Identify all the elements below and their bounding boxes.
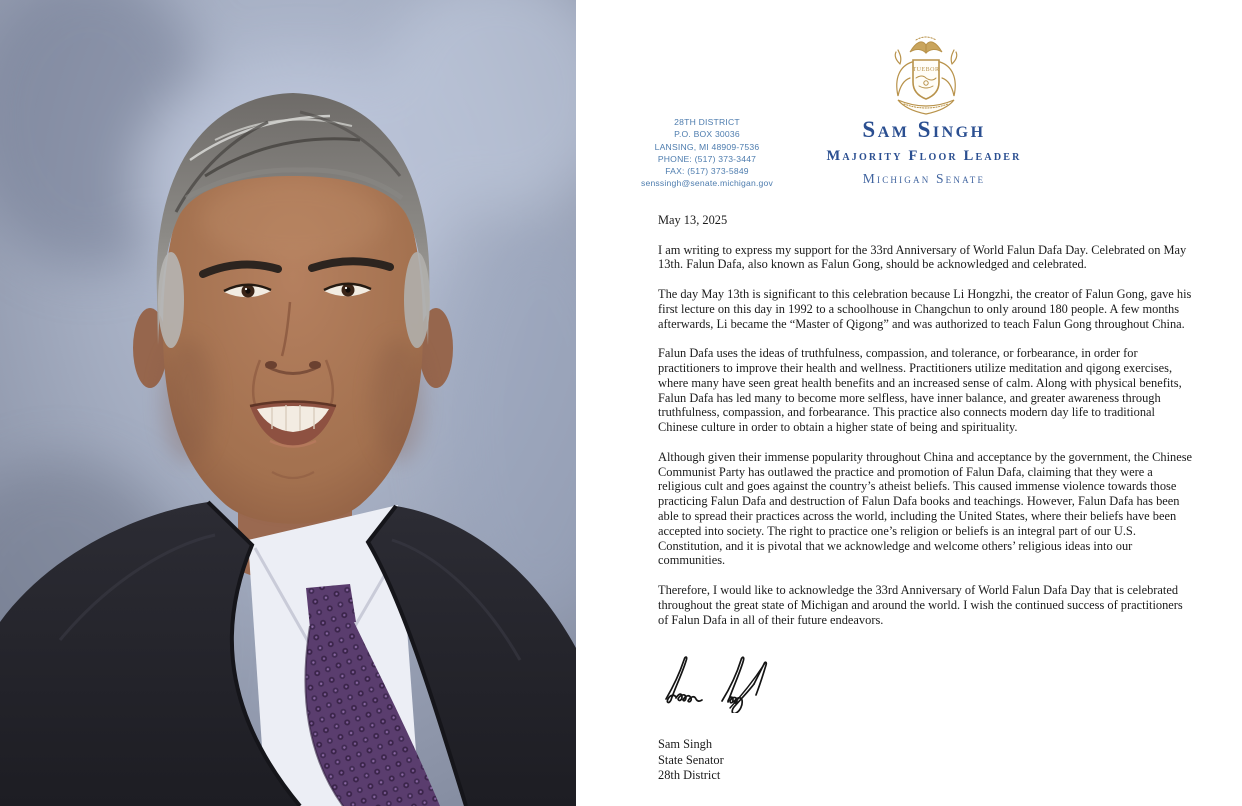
signoff-block	[658, 737, 1194, 783]
portrait-illustration	[0, 0, 576, 806]
senator-name: Sam Singh	[862, 117, 986, 142]
contact-district: 28TH DISTRICT	[674, 117, 740, 127]
letter-body	[658, 213, 1194, 783]
contact-pobox: P.O. BOX 30036	[674, 129, 740, 140]
paragraph-5: Therefore, I would like to acknowledge the 33rd Anniversary of World Falun Dafa Day that is celebrated throughout the great state of Michigan and around the world. I wish the continued success of practitioners of Falun Dafa in all of their future endeavors.	[658, 582, 1183, 627]
letterhead-name-block	[734, 117, 1114, 187]
contact-city: LANSING, MI 48909-7536	[654, 141, 760, 152]
senate-org: Michigan Senate	[862, 171, 986, 186]
letter-page	[576, 0, 1242, 806]
contact-fax: FAX: (517) 373-5849	[665, 166, 749, 177]
senator-title: Majority Floor Leader	[826, 148, 1022, 164]
signoff-role: State Senator	[658, 752, 724, 767]
paragraph-2: The day May 13th is significant to this celebration because Li Hongzhi, the creator of Falun Gong, gave his first lecture on this day in 1992 to a schoolhouse in Changchun to only around 180 people. A few months afterwards, Li became the “Master of Qigong” and was authorized to teach Falun Gong throughout China.	[658, 286, 1192, 331]
paragraph-4: Although given their immense popularity throughout China and acceptance by the government, the Chinese Communist Party has outlawed the practice and promotion of Falun Dafa, claiming that they were a religious cult and goes against the country’s atheist beliefs. This caused immense violence towards those practicing Falun Dafa and destruction of Falun Dafa books and teachings. However, Falun Dafa has been able to spread their practices across the world, including the United States, where their beliefs have been accepted into society. The right to practice one’s religion or beliefs is an integral part of our U.S. Constitution, and it is pivotal that we acknowledge and welcome others’ religious ideas into our communities.	[658, 449, 1193, 568]
letter-date: May 13, 2025	[658, 213, 728, 227]
seal-motto: TUEBOR	[912, 67, 940, 73]
portrait-photo	[0, 0, 576, 806]
contact-email: senssingh@senate.michigan.gov	[640, 178, 774, 189]
signature-sam-singh	[660, 651, 790, 713]
signoff-district: 28th District	[658, 767, 721, 782]
paragraph-1: I am writing to express my support for the 33rd Anniversary of World Falun Dafa Day. Celebrated on May 13th. Falun Dafa, also known as Falun Gong, should be acknowledged and celebrated.	[658, 242, 1187, 272]
paragraph-3: Falun Dafa uses the ideas of truthfulness, compassion, and tolerance, or forbearance, in order for practitioners to improve their health and wellness. Practitioners utilize meditation and qigong exercises, where many have seen great health benefits and an increased sense of calm. Along with physical benefits, Falun Dafa has led many to become more selfless, have inner balance, and greater awareness through truthfulness, compassion, and forbearance. This practice also connects modern day life to traditional Chinese culture in order to obtain a higher state of being and spirituality.	[658, 346, 1182, 435]
michigan-coat-of-arms-icon	[886, 34, 966, 120]
contact-phone: PHONE: (517) 373-3447	[657, 153, 757, 164]
signoff-name: Sam Singh	[658, 737, 713, 752]
